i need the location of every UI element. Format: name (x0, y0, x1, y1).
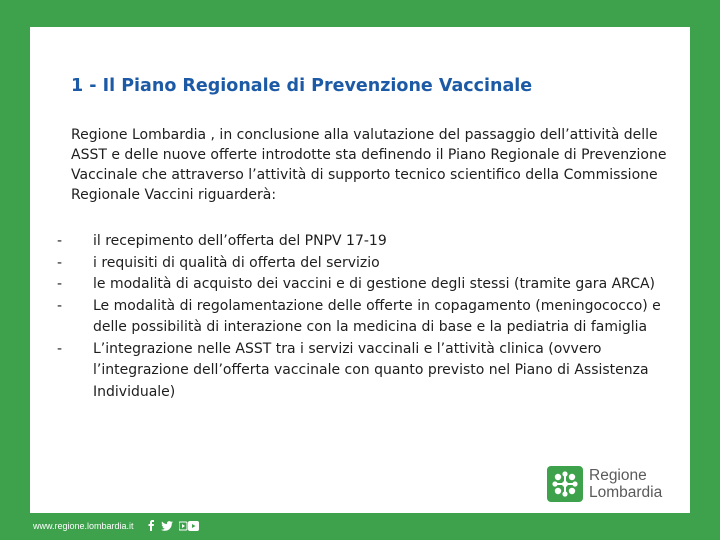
list-item (57, 253, 677, 275)
logo-line-1: Regione (589, 467, 647, 484)
bullet-dash: - (57, 340, 63, 357)
bullet-text: le modalità di acquisto dei vaccini e di gestione degli stessi (tramite gara ARCA) (93, 276, 656, 292)
facebook-icon[interactable] (146, 520, 155, 531)
bullet-text: il recepimento dell’offerta del PNPV 17-19 (93, 233, 387, 249)
slide-title: 1 - Il Piano Regionale di Prevenzione Vaccinale (71, 76, 533, 96)
list-item (57, 339, 677, 404)
rosa-camuna-logo-icon (547, 466, 583, 502)
logo-wordmark (589, 467, 662, 501)
bullet-list (57, 231, 677, 403)
bullet-dash: - (57, 254, 63, 271)
intro-paragraph: Regione Lombardia , in conclusione alla valutazione del passaggio dell’attività delle ASST e delle nuove offerte introdotte sta definendo il Piano Regionale di Prevenzione Vaccinale che attraverso l’attività di supporto tecnico scientifico della Commissione Regionale Vaccini riguarderà: (71, 127, 667, 203)
bullet-dash: - (57, 276, 63, 292)
list-item (57, 274, 677, 296)
regione-lombardia-logo (547, 466, 662, 502)
slide-card (30, 27, 690, 513)
list-item (57, 296, 677, 339)
bullet-text: Le modalità di regolamentazione delle offerte in copagamento (meningococco) e delle possibilità di interazione con la medicina di base e la pediatria di famiglia (93, 297, 661, 335)
bullet-dash: - (57, 233, 63, 249)
list-item (57, 231, 677, 253)
bullet-dash: - (57, 297, 63, 314)
youtube-icon[interactable] (179, 521, 199, 531)
bullet-text: L’integrazione nelle ASST tra i servizi vaccinali e l’attività clinica (ovvero l’integrazione dell’offerta vaccinale con quanto previsto nel Piano di Assistenza Individuale) (93, 340, 649, 400)
footer-url-link[interactable]: www.regione.lombardia.it (33, 520, 134, 531)
logo-line-2: Lombardia (589, 484, 663, 501)
footer (33, 520, 205, 531)
bullet-text: i requisiti di qualità di offerta del servizio (93, 254, 380, 271)
twitter-icon[interactable] (161, 521, 173, 531)
